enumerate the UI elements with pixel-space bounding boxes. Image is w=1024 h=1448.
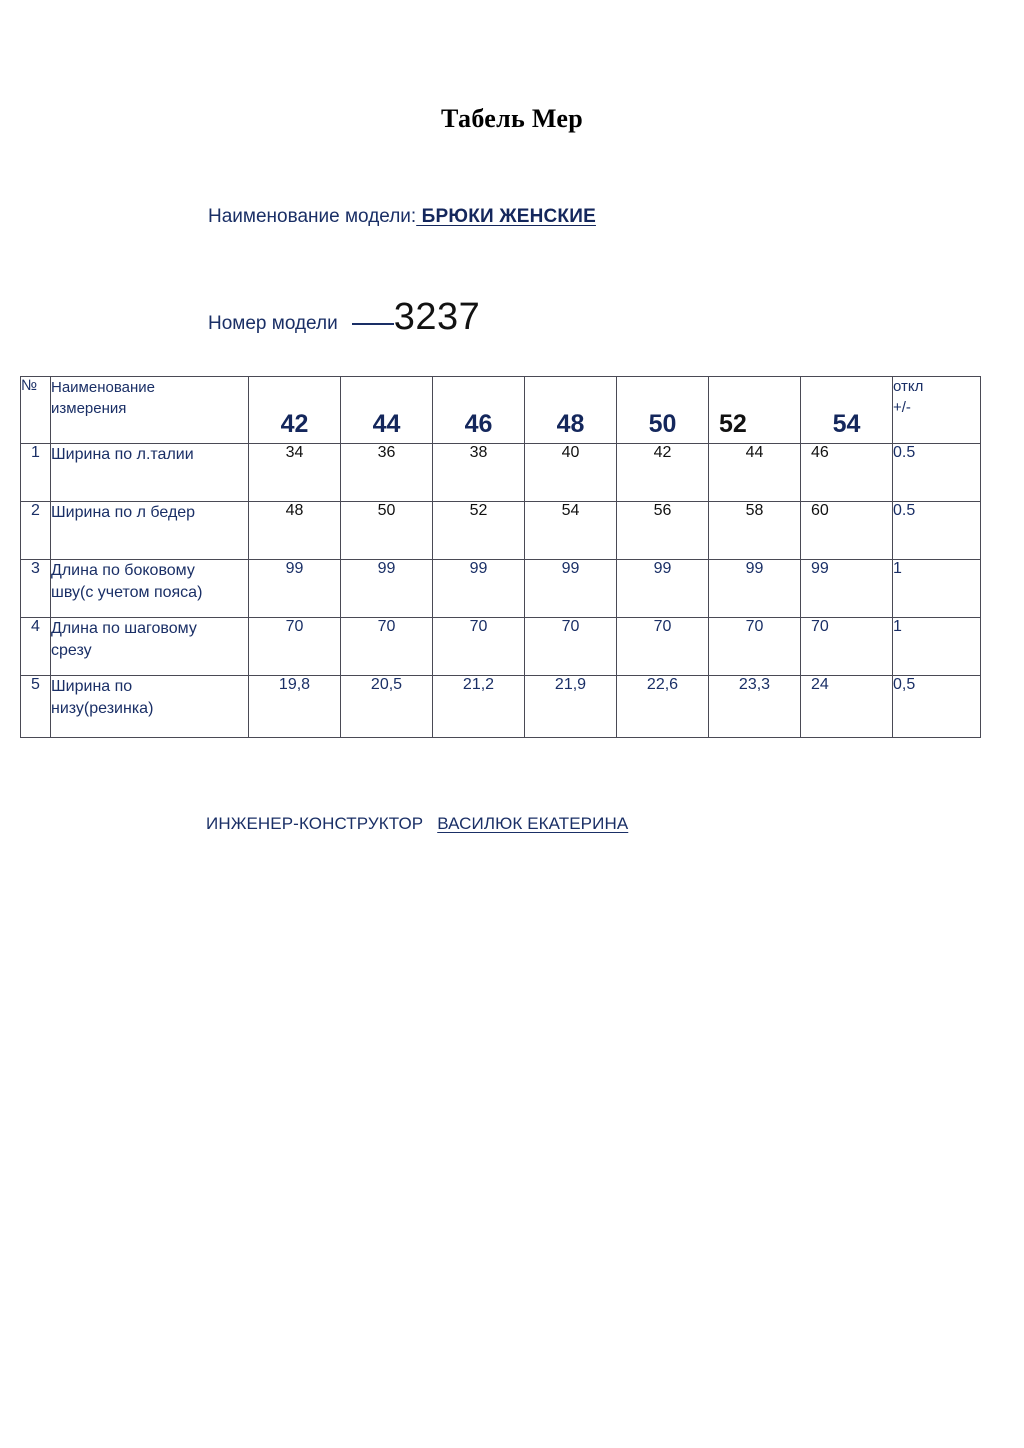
row-value-50: 70 bbox=[617, 618, 709, 676]
row-measurement-name: Ширина по л.талии bbox=[51, 444, 249, 502]
size-label-44: 44 bbox=[372, 410, 401, 438]
row-deviation: 0.5 bbox=[893, 502, 981, 560]
row-name-line1: Ширина по bbox=[51, 678, 133, 695]
row-number: 3 bbox=[21, 560, 51, 618]
table-row bbox=[21, 502, 981, 560]
row-value-48: 54 bbox=[525, 502, 617, 560]
row-name-line2: срезу bbox=[51, 642, 92, 660]
row-value-48: 21,9 bbox=[525, 676, 617, 738]
row-value-44: 99 bbox=[341, 560, 433, 618]
row-value-42: 70 bbox=[249, 618, 341, 676]
row-value-50: 99 bbox=[617, 560, 709, 618]
row-value-44: 50 bbox=[341, 502, 433, 560]
row-value-44: 20,5 bbox=[341, 676, 433, 738]
row-deviation: 0.5 bbox=[893, 444, 981, 502]
deviation-header-line1: откл bbox=[893, 378, 924, 395]
column-header-deviation bbox=[893, 377, 981, 444]
model-name-row bbox=[208, 206, 596, 228]
column-header-no: № bbox=[21, 377, 51, 444]
row-deviation: 1 bbox=[893, 618, 981, 676]
row-value-42: 19,8 bbox=[249, 676, 341, 738]
row-value-42: 99 bbox=[249, 560, 341, 618]
row-name-line2: шву(с учетом пояса) bbox=[51, 584, 203, 602]
column-header-measurement-name bbox=[51, 377, 249, 444]
row-measurement-name bbox=[51, 560, 249, 618]
row-value-48: 99 bbox=[525, 560, 617, 618]
row-measurement-name bbox=[51, 618, 249, 676]
column-header-size-54 bbox=[801, 377, 893, 444]
row-value-48: 40 bbox=[525, 444, 617, 502]
model-name-value: БРЮКИ ЖЕНСКИЕ bbox=[416, 206, 596, 227]
row-number: 2 bbox=[21, 502, 51, 560]
size-label-52: 52 bbox=[719, 410, 747, 438]
engineer-name: ВАСИЛЮК ЕКАТЕРИНА bbox=[437, 814, 629, 833]
row-value-50: 56 bbox=[617, 502, 709, 560]
row-measurement-name bbox=[51, 676, 249, 738]
row-value-46: 52 bbox=[433, 502, 525, 560]
column-header-name-line2: измерения bbox=[51, 400, 127, 418]
row-value-52: 70 bbox=[709, 618, 801, 676]
row-value-54: 24 bbox=[801, 676, 893, 738]
row-value-54: 46 bbox=[801, 444, 893, 502]
row-value-50: 22,6 bbox=[617, 676, 709, 738]
size-label-50: 50 bbox=[648, 410, 677, 438]
model-number-row bbox=[208, 296, 480, 339]
row-value-42: 34 bbox=[249, 444, 341, 502]
column-header-size-48 bbox=[525, 377, 617, 444]
row-deviation: 0,5 bbox=[893, 676, 981, 738]
table-row bbox=[21, 618, 981, 676]
row-value-44: 70 bbox=[341, 618, 433, 676]
row-value-42: 48 bbox=[249, 502, 341, 560]
row-value-54: 99 bbox=[801, 560, 893, 618]
size-label-54: 54 bbox=[832, 410, 861, 438]
row-value-52: 99 bbox=[709, 560, 801, 618]
table-row bbox=[21, 560, 981, 618]
row-name-line2: низу(резинка) bbox=[51, 700, 154, 718]
row-value-46: 38 bbox=[433, 444, 525, 502]
row-measurement-name: Ширина по л бедер bbox=[51, 502, 249, 560]
row-value-46: 99 bbox=[433, 560, 525, 618]
column-header-size-50 bbox=[617, 377, 709, 444]
size-label-42: 42 bbox=[280, 410, 309, 438]
row-value-48: 70 bbox=[525, 618, 617, 676]
column-header-size-46 bbox=[433, 377, 525, 444]
deviation-header-line2: +/- bbox=[893, 398, 911, 416]
row-value-46: 21,2 bbox=[433, 676, 525, 738]
measurements-table bbox=[20, 376, 981, 738]
table-header-row bbox=[21, 377, 981, 444]
row-name-line1: Длина по шаговому bbox=[51, 620, 197, 637]
row-value-52: 58 bbox=[709, 502, 801, 560]
page-title: Табель Мер bbox=[441, 104, 583, 133]
row-deviation: 1 bbox=[893, 560, 981, 618]
model-name-label: Наименование модели: bbox=[208, 206, 417, 227]
row-value-50: 42 bbox=[617, 444, 709, 502]
row-value-52: 44 bbox=[709, 444, 801, 502]
column-header-name-line1: Наименование bbox=[51, 379, 155, 396]
size-label-48: 48 bbox=[556, 410, 585, 438]
row-value-54: 70 bbox=[801, 618, 893, 676]
signature-line bbox=[206, 814, 628, 834]
column-header-size-52 bbox=[709, 377, 801, 444]
row-value-52: 23,3 bbox=[709, 676, 801, 738]
model-number-value: 3237 bbox=[393, 296, 481, 338]
column-header-size-44 bbox=[341, 377, 433, 444]
table-row bbox=[21, 676, 981, 738]
row-number: 4 bbox=[21, 618, 51, 676]
row-value-44: 36 bbox=[341, 444, 433, 502]
table-row bbox=[21, 444, 981, 502]
row-value-54: 60 bbox=[801, 502, 893, 560]
engineer-role-label: ИНЖЕНЕР-КОНСТРУКТОР bbox=[206, 814, 424, 833]
row-value-46: 70 bbox=[433, 618, 525, 676]
size-label-46: 46 bbox=[464, 410, 493, 438]
model-number-label: Номер модели bbox=[208, 313, 338, 334]
column-header-size-42 bbox=[249, 377, 341, 444]
row-number: 5 bbox=[21, 676, 51, 738]
row-name-line1: Длина по боковому bbox=[51, 562, 195, 579]
model-number-underline-rule bbox=[352, 323, 394, 325]
row-number: 1 bbox=[21, 444, 51, 502]
